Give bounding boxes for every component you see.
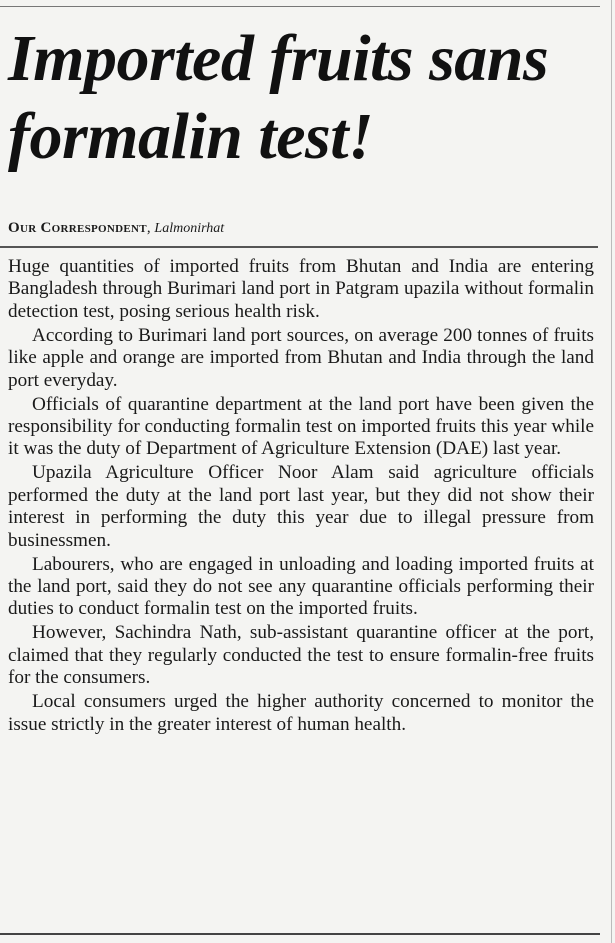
byline bbox=[8, 219, 224, 238]
column-edge bbox=[611, 0, 612, 943]
paragraph-3: Officials of quarantine department at the land port have been given the responsibility for conducting formalin test on imported fruits this year while it was the duty of Department of Agriculture Extension (DAE) last year. bbox=[8, 393, 594, 460]
headline: Imported fruits sans formalin test! bbox=[8, 22, 549, 173]
article-body bbox=[8, 256, 594, 738]
paragraph-2: According to Burimari land port sources, on average 200 tonnes of fruits like apple and orange are imported from Bhutan and India through the land port everyday. bbox=[8, 324, 594, 391]
top-rule bbox=[0, 6, 600, 7]
byline-author: Our Correspondent bbox=[8, 220, 147, 236]
byline-separator: , bbox=[146, 220, 151, 236]
paragraph-5: Labourers, who are engaged in unloading and loading imported fruits at the land port, said they do not see any quarantine officials performing their duties to conduct formalin test on the imported fruits. bbox=[8, 553, 594, 620]
paragraph-6: However, Sachindra Nath, sub-assistant quarantine officer at the port, claimed that they regularly conducted the test to ensure formalin-free fruits for the consumers. bbox=[8, 622, 594, 689]
paragraph-4: Upazila Agriculture Officer Noor Alam said agriculture officials performed the duty at the land port last year, but they did not show their interest in performing the duty this year due to illegal pressure from businessmen. bbox=[8, 462, 594, 551]
bottom-rule bbox=[0, 933, 600, 935]
paragraph-7: Local consumers urged the higher authority concerned to monitor the issue strictly in the greater interest of human health. bbox=[8, 691, 594, 735]
byline-location: Lalmonirhat bbox=[154, 221, 225, 236]
byline-rule bbox=[0, 246, 598, 248]
paragraph-1: Huge quantities of imported fruits from Bhutan and India are entering Bangladesh through Burimari land port in Patgram upazila without formalin detection test, posing serious health risk. bbox=[8, 256, 594, 322]
